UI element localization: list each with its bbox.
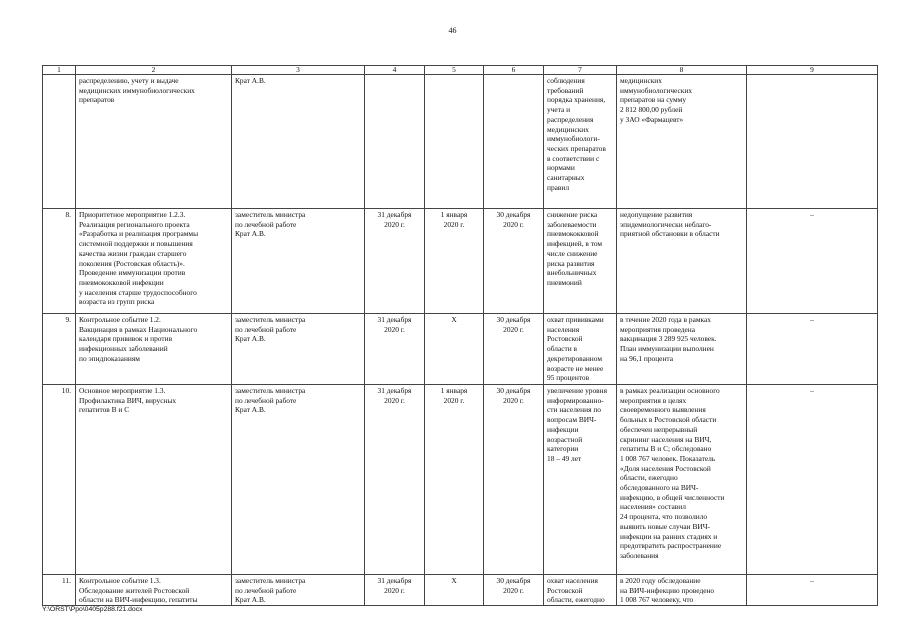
planned-date [365,75,425,209]
actual-end-date: 30 декабря 2020 г. [484,314,544,385]
actual-result: медицинских иммунобиологических препаратов на сумму 2 812 800,00 рублей у ЗАО «Фармацевт» [617,75,747,209]
activity-name: Контрольное событие 1.3. Обследование жителей Ростовской области на ВИЧ-инфекцию, гепатиты [76,575,232,606]
header-cell: 9 [747,66,878,75]
actual-result: в течение 2020 года в рамках мероприятия проведена вакцинация 3 289 925 человек. План иммунизации выполнен на 96,1 процента [617,314,747,385]
header-cell: 8 [617,66,747,75]
column-number-header [43,66,878,75]
planned-date: 31 декабря 2020 г. [365,209,425,314]
table-row [43,575,878,606]
actual-end-date: 30 декабря 2020 г. [484,385,544,575]
actual-result: в 2020 году обследование на ВИЧ-инфекцию проведено 1 008 767 человеку, что [617,575,747,606]
header-cell: 7 [544,66,617,75]
actual-start-date: 1 января 2020 г. [425,209,484,314]
header-cell: 3 [232,66,365,75]
header-cell: 6 [484,66,544,75]
responsible-person: заместитель министра по лечебной работе Крат А.В. [232,385,365,575]
row-number [43,75,76,209]
row-number: 9. [43,314,76,385]
header-cell: 4 [365,66,425,75]
actual-result: недопущение развития эпидемиологически неблаго- приятной обстановки в области [617,209,747,314]
actual-start-date: Х [425,314,484,385]
actual-end-date: 30 декабря 2020 г. [484,209,544,314]
planned-result: снижение риска заболеваемости пневмококковой инфекцией, в том числе снижение риска развития внебольничных пневмоний [544,209,617,314]
note: – [747,314,878,385]
planned-date: 31 декабря 2020 г. [365,385,425,575]
header-cell: 2 [76,66,232,75]
actual-result: в рамках реализации основного мероприятия в целях своевременного выявления больных в Ростовской области обеспечен непрерывный скрининг населения на ВИЧ, гепатиты В и С; обследовано 1 008 767 человек. Показатель «Доля населения Ростовской области, ежегодно обследованного на ВИЧ- инфекцию, в общей численности населения» составил 24 процента, что позволило выявить новые случаи ВИЧ- инфекции на ранних стадиях и предотвратить распространение заболевания [617,385,747,575]
row-number: 11. [43,575,76,606]
responsible-person: заместитель министра по лечебной работе Крат А.В. [232,575,365,606]
header-cell: 5 [425,66,484,75]
planned-result: соблюдения требований порядка хранения, учета и распределения медицинских иммунобиологи- ческих препаратов в соответствии с нормами санитарных правил [544,75,617,209]
row-number: 8. [43,209,76,314]
responsible-person: заместитель министра по лечебной работе Крат А.В. [232,209,365,314]
activity-name: Основное мероприятие 1.3. Профилактика ВИЧ, вирусных гепатитов В и С [76,385,232,575]
header-cell: 1 [43,66,76,75]
planned-result: охват населения Ростовской области, ежегодно [544,575,617,606]
table-row [43,385,878,575]
note [747,75,878,209]
note: – [747,385,878,575]
table-row [43,75,878,209]
planned-date: 31 декабря 2020 г. [365,314,425,385]
actual-start-date [425,75,484,209]
activity-name: распределению, учету и выдаче медицинских иммунобиологических препаратов [76,75,232,209]
note: – [747,575,878,606]
actual-end-date: 30 декабря 2020 г. [484,575,544,606]
activity-name: Приоритетное мероприятие 1.2.3. Реализация регионального проекта «Разработка и реализация программы системной поддержки и повышения качества жизни граждан старшего поколения (Ростовская область)». Проведение иммунизации против пневмококковой инфекции у населения старше трудоспособного возраста из групп риска [76,209,232,314]
table-row [43,314,878,385]
responsible-person: заместитель министра по лечебной работе Крат А.В. [232,314,365,385]
page-number: 46 [448,26,457,35]
planned-result: охват прививками населения Ростовской области в декретированном возрасте не менее 95 процентов [544,314,617,385]
row-number: 10. [43,385,76,575]
responsible-person: Крат А.В. [232,75,365,209]
file-path-footer: Y:\ORST\Ppo\0405p288.f21.docx [42,606,143,613]
planned-result: увеличение уровня информированно- сти населения по вопросам ВИЧ- инфекции возрастной категории 18 – 49 лет [544,385,617,575]
actual-end-date [484,75,544,209]
actual-start-date: 1 января 2020 г. [425,385,484,575]
note: – [747,209,878,314]
report-table [42,65,878,606]
planned-date: 31 декабря 2020 г. [365,575,425,606]
table-row [43,209,878,314]
activity-name: Контрольное событие 1.2. Вакцинация в рамках Национального календаря прививок и против инфекционных заболеваний по эпидпоказаниям [76,314,232,385]
actual-start-date: Х [425,575,484,606]
